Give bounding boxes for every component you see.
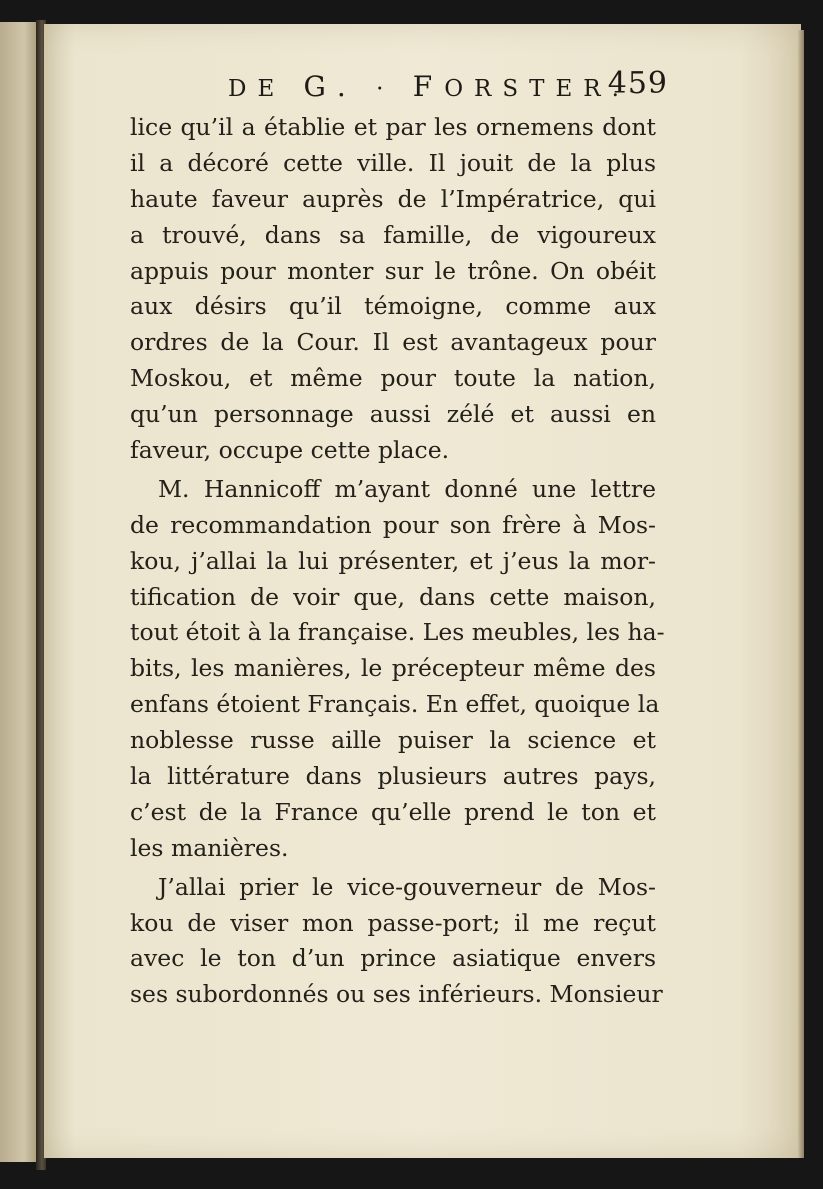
text-line: lice qu’il a établie et par les ornemens dont [130,113,656,141]
text-line: la littérature dans plusieurs autres pays, [130,762,656,791]
page-fore-edge [798,30,804,1158]
paragraph [130,472,665,867]
running-head [228,70,630,103]
text-line: enfans étoient Français. En effet, quoique la [130,690,660,719]
text-line: de recommandation pour son frère à Mos- [130,510,656,539]
text-line: J’allai prier le vice-gouverneur de Mos- [158,872,656,901]
text-line: c’est de la France qu’elle prend le ton et [130,797,656,826]
text-line: noblesse russe aille puiser la science et [130,726,656,755]
body-text [130,110,665,1013]
running-head-initial: G. [303,70,358,103]
paragraph [130,110,656,469]
text-line: ordres de la Cour. Il est avantageux pour [130,328,656,357]
text-line: faveur, occupe cette place. [130,436,450,465]
paragraph [130,870,663,1014]
text-line: tout étoit à la française. Les meubles, les ha- [130,618,665,647]
page-number: 459 [607,66,668,101]
text-line: M. Hannicoff m’ayant donné une lettre [158,474,656,503]
page-header [228,66,668,106]
text-line: avec le ton d’un prince asiatique envers [130,944,656,973]
text-line: qu’un personnage aussi zélé et aussi en [130,400,656,429]
running-head-name-initial: F [412,70,445,103]
text-line: tification de voir que, dans cette maison, [130,582,656,611]
text-line: il a décoré cette ville. Il jouit de la plus [130,148,656,177]
text-line: les manières. [130,833,289,862]
text-line: kou, j’allai la lui présenter, et j’eus la mor- [130,546,656,575]
text-line: Moskou, et même pour toute la nation, [130,364,656,393]
text-line: kou de viser mon passe-port; il me reçut [130,908,656,937]
previous-page-edge [0,22,40,1162]
text-line: aux désirs qu’il témoigne, comme aux [130,292,656,321]
text-line: a trouvé, dans sa famille, de vigoureux [130,220,656,249]
text-line: bits, les manières, le précepteur même des [130,654,656,683]
text-line: haute faveur auprès de l’Impératrice, qui [130,184,656,213]
text-line: appuis pour monter sur le trône. On obéit [130,256,656,285]
running-head-name: ORSTER. [444,76,630,102]
running-head-prefix: DE [228,76,304,102]
text-line: ses subordonnés ou ses inférieurs. Monsieur [130,980,663,1009]
running-head-separator: · [357,76,413,102]
